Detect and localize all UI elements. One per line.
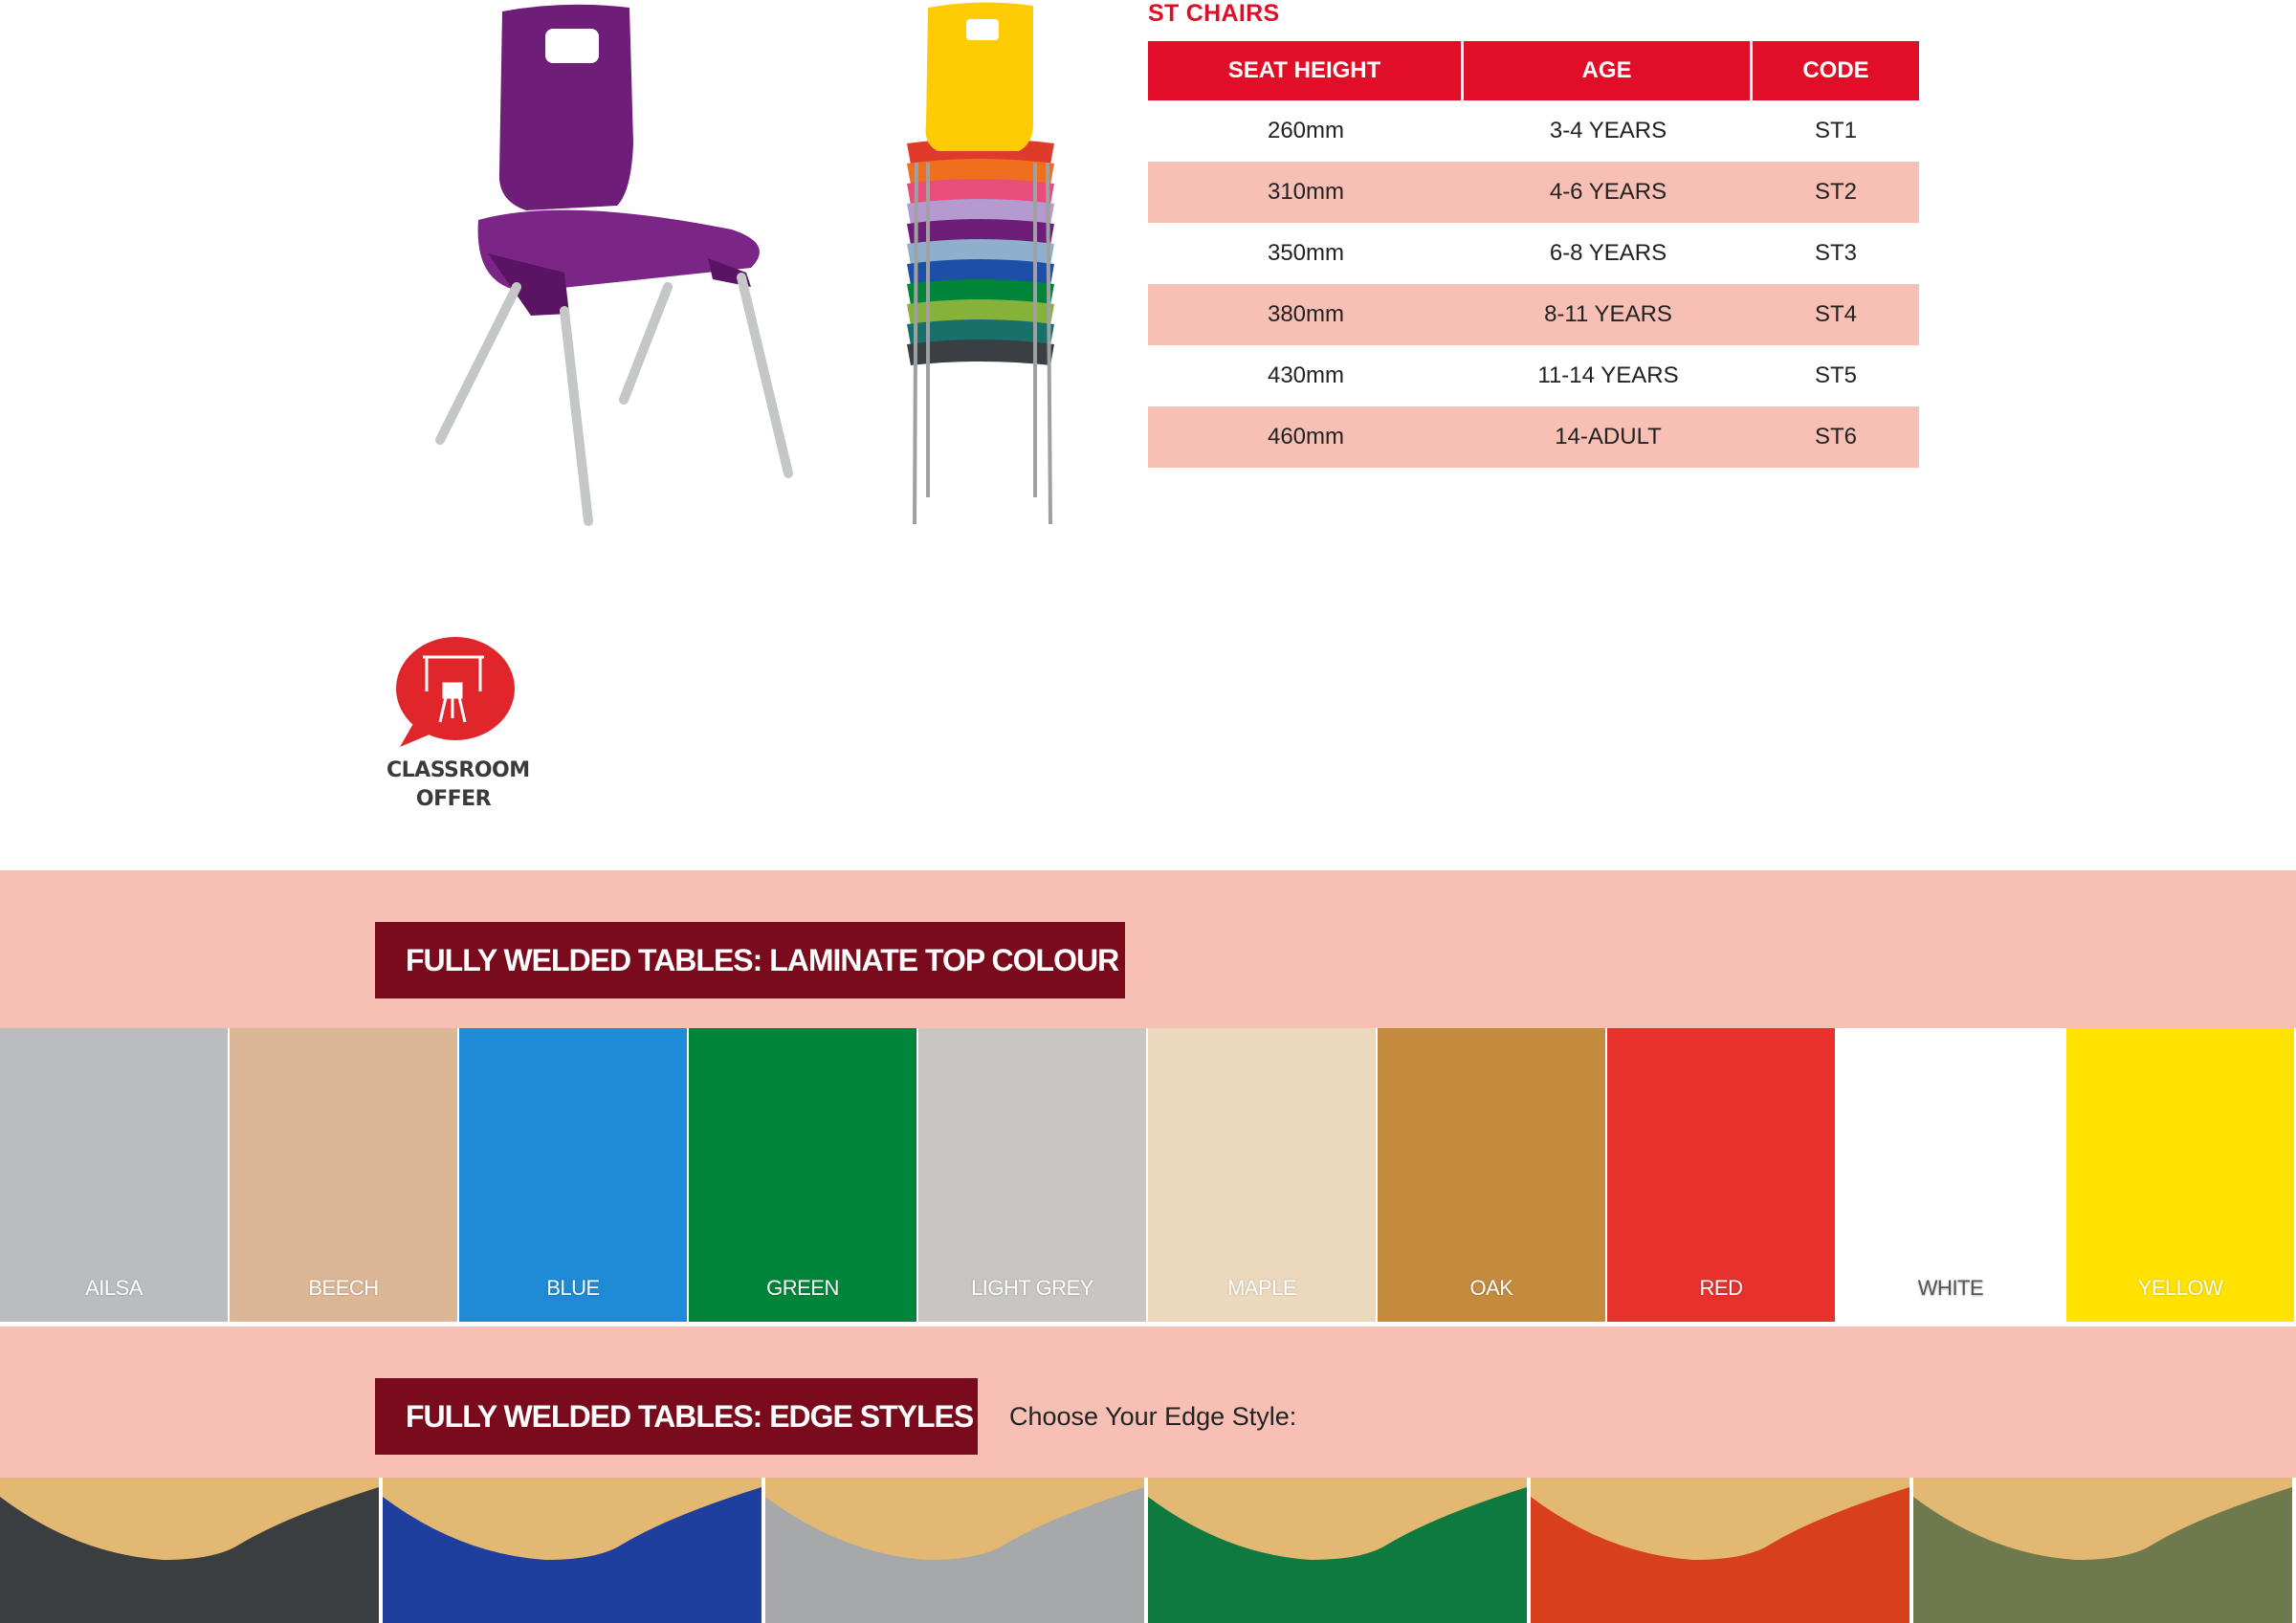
stacked-chairs-image	[890, 0, 1071, 536]
age-cell: 11-14 YEARS	[1537, 362, 1679, 388]
age-cell: 14-ADULT	[1464, 406, 1753, 468]
edge-style-silver[interactable]	[765, 1478, 1144, 1623]
laminate-swatch[interactable]	[689, 1028, 916, 1322]
edge-sample-image	[1531, 1478, 1910, 1623]
laminate-swatch-row	[0, 1028, 2296, 1327]
swatch-label: AILSA	[85, 1276, 143, 1300]
swatch-label: WHITE	[1917, 1276, 1984, 1300]
laminate-swatch[interactable]	[1148, 1028, 1376, 1322]
laminate-heading: FULLY WELDED TABLES: LAMINATE TOP COLOUR	[375, 922, 1125, 998]
seat-height-cell: 460mm	[1148, 406, 1464, 468]
seat-height-cell: 380mm	[1148, 284, 1464, 345]
edge-sample-image	[1913, 1478, 2292, 1623]
edge-heading: FULLY WELDED TABLES: EDGE STYLES	[375, 1378, 978, 1455]
edge-sample-image	[0, 1478, 379, 1623]
edge-sample-image	[765, 1478, 1144, 1623]
laminate-section-band	[0, 870, 2296, 1028]
swatch-label: YELLOW	[2137, 1276, 2223, 1300]
table-row	[1148, 345, 1919, 406]
edge-style-green[interactable]	[1148, 1478, 1527, 1623]
column-header-age: AGE	[1464, 41, 1753, 100]
edge-style-mdf[interactable]	[1913, 1478, 2292, 1623]
offer-line-1: CLASSROOM	[386, 758, 530, 782]
table-row	[1148, 223, 1919, 284]
laminate-swatch[interactable]	[0, 1028, 228, 1322]
laminate-swatch[interactable]	[230, 1028, 457, 1322]
swatch-label: GREEN	[766, 1276, 839, 1300]
classroom-offer-icon	[386, 634, 520, 754]
table-row	[1148, 100, 1919, 162]
seat-height-cell: 310mm	[1148, 162, 1464, 223]
swatch-label: BEECH	[308, 1276, 379, 1300]
table-row	[1148, 406, 1919, 468]
edge-style-blue[interactable]	[383, 1478, 762, 1623]
edge-style-row	[0, 1478, 2296, 1623]
laminate-swatch[interactable]	[459, 1028, 687, 1322]
edge-style-charcoal[interactable]	[0, 1478, 379, 1623]
swatch-label: BLUE	[546, 1276, 600, 1300]
size-table-title: ST CHAIRS	[1148, 0, 1280, 27]
laminate-swatch[interactable]	[1378, 1028, 1605, 1322]
edge-sample-image	[383, 1478, 762, 1623]
laminate-swatch[interactable]	[2066, 1028, 2294, 1322]
classroom-offer-badge[interactable]	[386, 634, 530, 825]
code-cell: ST5	[1814, 362, 1857, 388]
edge-style-prompt: Choose Your Edge Style:	[1009, 1402, 1297, 1431]
edge-section-band	[0, 1327, 2296, 1478]
code-cell: ST6	[1753, 406, 1919, 468]
code-cell: ST1	[1814, 118, 1857, 143]
chair-size-table	[1148, 41, 1919, 468]
age-cell: 6-8 YEARS	[1549, 240, 1667, 266]
edge-sample-image	[1148, 1478, 1527, 1623]
laminate-swatch[interactable]	[918, 1028, 1146, 1322]
age-cell: 3-4 YEARS	[1549, 118, 1667, 143]
swatch-label: RED	[1699, 1276, 1743, 1300]
table-row	[1148, 284, 1919, 345]
swatch-label: MAPLE	[1226, 1276, 1297, 1300]
column-header-seat-height: SEAT HEIGHT	[1148, 41, 1464, 100]
code-cell: ST2	[1753, 162, 1919, 223]
age-cell: 4-6 YEARS	[1464, 162, 1753, 223]
swatch-label: OAK	[1469, 1276, 1513, 1300]
purple-chair-image	[421, 0, 804, 536]
offer-line-2: OFFER	[415, 787, 492, 811]
age-cell: 8-11 YEARS	[1464, 284, 1753, 345]
table-row	[1148, 162, 1919, 223]
swatch-label: LIGHT GREY	[971, 1276, 1093, 1300]
seat-height-cell: 260mm	[1267, 118, 1345, 143]
edge-style-red[interactable]	[1531, 1478, 1910, 1623]
column-header-code: CODE	[1753, 41, 1919, 100]
code-cell: ST3	[1814, 240, 1857, 266]
laminate-swatch[interactable]	[1607, 1028, 1835, 1322]
seat-height-cell: 350mm	[1267, 240, 1345, 266]
seat-height-cell: 430mm	[1267, 362, 1345, 388]
code-cell: ST4	[1753, 284, 1919, 345]
laminate-swatch[interactable]	[1837, 1028, 2064, 1322]
